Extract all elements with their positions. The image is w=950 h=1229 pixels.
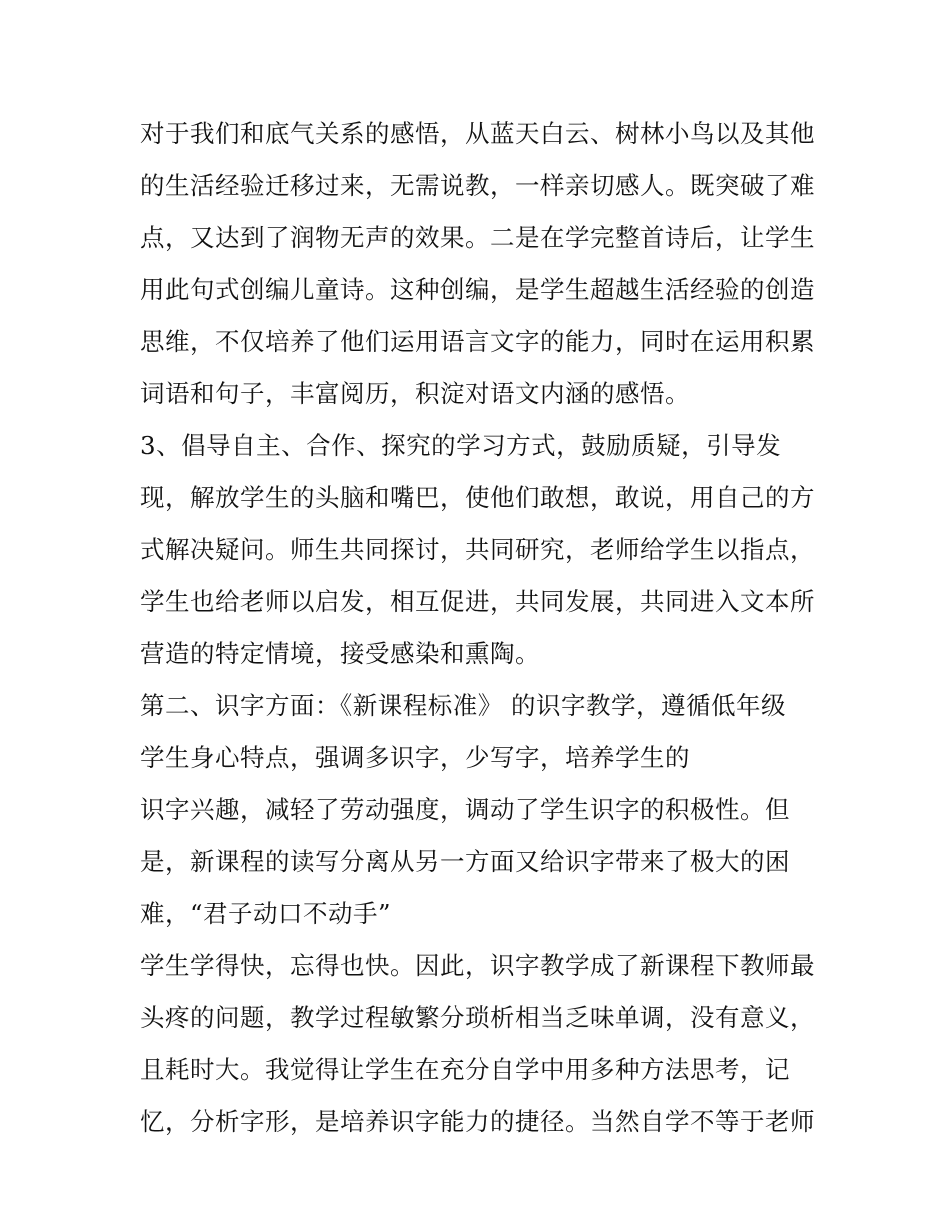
text-line: 识字兴趣，减轻了劳动强度，调动了学生识字的积极性。但 [140,795,790,824]
text-line: 对于我们和底气关系的感悟，从蓝天白云、树林小鸟以及其他 [140,119,815,148]
text-line: 点，又达到了润物无声的效果。二是在学完整首诗后，让学生 [140,223,815,252]
text-line: 词语和句子，丰富阅历，积淀对语文内涵的感悟。 [140,379,690,408]
text-line: 思维，不仅培养了他们运用语言文字的能力，同时在运用积累 [140,327,815,356]
text-line: 学生身心特点，强调多识字，少写字，培养学生的 [140,743,690,772]
text-line: 头疼的问题，教学过程敏繁分琐析相当乏味单调，没有意义， [140,1003,815,1032]
text-line: 学生学得快，忘得也快。因此，识字教学成了新课程下教师最 [140,951,815,980]
text-line: 学生也给老师以启发，相互促进，共同发展，共同进入文本所 [140,587,815,616]
text-line: 现，解放学生的头脑和嘴巴，使他们敢想，敢说，用自己的方 [140,483,815,512]
text-line: 且耗时大。我觉得让学生在充分自学中用多种方法思考，记 [140,1055,790,1084]
text-line: 难，“君子动口不动手” [140,899,392,928]
text-line: 的生活经验迁移过来，无需说教，一样亲切感人。既突破了难 [140,171,815,200]
document-body [140,108,820,1148]
text-line: 营造的特定情境，接受感染和熏陶。 [140,639,540,668]
text-line: 忆，分析字形，是培养识字能力的捷径。当然自学不等于老师 [140,1107,815,1136]
text-line: 是，新课程的读写分离从另一方面又给识字带来了极大的困 [140,847,790,876]
text-line: 3、倡导自主、合作、探究的学习方式，鼓励质疑，引导发 [140,431,782,460]
text-line: 用此句式创编儿童诗。这种创编，是学生超越生活经验的创造 [140,275,815,304]
text-line: 式解决疑问。师生共同探讨，共同研究，老师给学生以指点， [140,535,815,564]
text-line: 第二、识字方面：《新课程标准》 的识字教学，遵循低年级 [140,691,787,720]
